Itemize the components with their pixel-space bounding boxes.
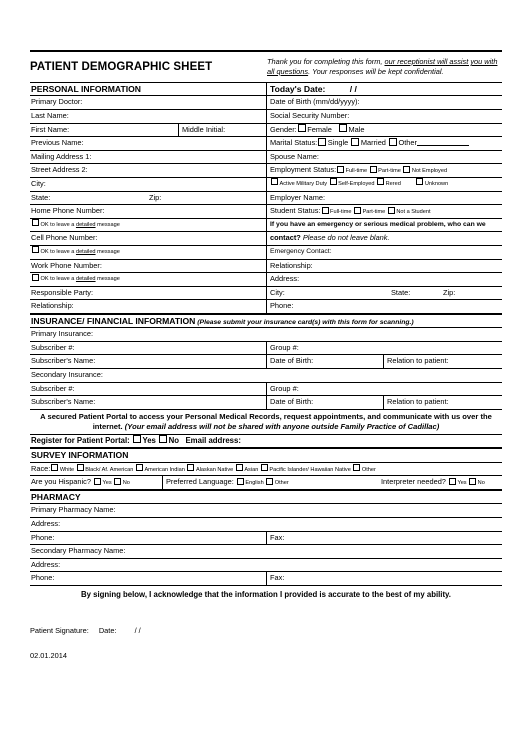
race-option-checkbox[interactable] (261, 464, 268, 471)
form-row (30, 178, 502, 192)
secondary-subscriber-dob-field[interactable]: Date of Birth: (266, 396, 384, 409)
retired-checkbox[interactable] (377, 178, 384, 185)
form-row (30, 369, 502, 383)
form-row (30, 137, 502, 151)
female-label: Female (307, 124, 332, 134)
married-checkbox[interactable] (351, 138, 359, 146)
confidentiality-note (267, 57, 503, 77)
emergency-phone-field[interactable]: Phone: (266, 300, 506, 313)
emergency-state-field[interactable]: State: (391, 287, 411, 297)
spouse-name-field[interactable]: Spouse Name: (266, 151, 506, 164)
insurance-heading (30, 315, 503, 327)
emergency-zip-field[interactable] (432, 287, 503, 300)
pharmacy-heading: PHARMACY (31, 492, 81, 503)
ok-message-text: OK to leave a (40, 248, 76, 255)
interpreter-yes-checkbox[interactable] (449, 478, 456, 485)
marital-label: Marital Status: (270, 138, 318, 148)
form-row (30, 110, 502, 124)
work-phone-field[interactable]: Work Phone Number: (31, 260, 102, 270)
race-option-label: Other (361, 466, 376, 473)
form-row (30, 504, 502, 518)
race-options (50, 467, 376, 473)
form-header (30, 50, 502, 82)
race-option-label: Pacific Islander/ Hawaiian Native (269, 466, 351, 473)
interpreter-no-label: No (477, 480, 485, 487)
cell-phone-message-option (30, 246, 267, 259)
form-row (30, 260, 502, 274)
portal-notice-line-2 (30, 422, 502, 432)
employment-label: Employment Status: (270, 165, 337, 175)
portal-notice-line-1: A secured Patient Portal to access your Personal Medical Records, request appointments, and communicate with us over the (40, 411, 492, 421)
pharmacy-section-header (30, 490, 502, 504)
cell-ok-message-checkbox[interactable] (32, 246, 39, 253)
race-option-label: Alaskan Native (195, 466, 234, 473)
primary-subscriber-name-field[interactable]: Subscriber's Name: (31, 356, 96, 366)
ok-message-text: OK to leave a (40, 276, 76, 283)
primary-pharmacy-phone-field[interactable]: Phone: (31, 532, 55, 542)
primary-pharmacy-fax-field[interactable]: Fax: (266, 532, 506, 545)
form-row (30, 532, 502, 546)
ok-message-detailed: detailed (75, 221, 96, 228)
employment-status-field (266, 164, 506, 177)
hispanic-yes-label: Yes (102, 480, 112, 487)
student-full-time-checkbox[interactable] (322, 207, 329, 214)
ok-message-text: OK to leave a (40, 221, 76, 228)
previous-name-field[interactable]: Previous Name: (31, 138, 84, 148)
married-label: Married (360, 138, 386, 148)
survey-heading: SURVEY INFORMATION (31, 450, 129, 461)
form-row (30, 205, 502, 219)
signature-date-field[interactable]: Date: (98, 626, 117, 635)
hispanic-no-checkbox[interactable] (114, 478, 121, 485)
ok-message-suffix: message (95, 248, 120, 255)
hispanic-label: Are you Hispanic? (31, 477, 91, 487)
race-field (30, 463, 503, 476)
responsible-party-field[interactable]: Responsible Party: (31, 287, 94, 297)
not-employed-checkbox[interactable] (403, 166, 410, 173)
interpreter-no-checkbox[interactable] (469, 478, 476, 485)
hispanic-yes-checkbox[interactable] (94, 478, 101, 485)
personal-section-header (30, 82, 502, 96)
primary-pharmacy-field[interactable]: Primary Pharmacy Name: (31, 505, 116, 515)
race-label: Race: (31, 463, 51, 473)
emergency-zip-label: Zip: (443, 287, 456, 297)
form-row (30, 463, 502, 477)
student-part-time-label: Part-time (362, 209, 386, 216)
form-row (30, 151, 502, 165)
military-checkbox[interactable] (271, 178, 278, 185)
not-student-label: Not a Student (396, 209, 431, 216)
revision-date: 02.01.2014 (30, 651, 67, 660)
form-row (30, 219, 502, 233)
todays-date-field[interactable] (266, 83, 506, 95)
student-full-time-label: Full-time (330, 209, 352, 216)
ok-message-suffix: message (95, 276, 120, 283)
english-label: English (245, 480, 264, 487)
todays-date-label: Today's Date: (270, 84, 326, 94)
home-phone-message-option (30, 219, 267, 232)
portal-yes-label: Yes (142, 435, 156, 445)
interpreter-field (380, 476, 503, 489)
demographic-form (30, 50, 502, 599)
primary-pharmacy-address-field[interactable]: Address: (31, 519, 61, 528)
self-employed-checkbox[interactable] (330, 178, 337, 185)
language-other-label: Other (274, 480, 289, 487)
home-ok-message-checkbox[interactable] (32, 219, 39, 226)
ok-message-suffix: message (95, 221, 120, 228)
form-title: PATIENT DEMOGRAPHIC SHEET (30, 61, 213, 73)
not-employed-label: Not Employed (411, 168, 448, 175)
secondary-pharmacy-address-field[interactable]: Address: (31, 559, 61, 569)
student-label: Student Status: (270, 206, 321, 216)
retired-label: Rered (385, 180, 401, 187)
other-marital-line (417, 138, 469, 146)
portal-registration (30, 435, 503, 448)
full-time-label: Full-time (345, 168, 368, 175)
part-time-label: Part-time (378, 168, 401, 175)
acknowledgement-statement: By signing below, I acknowledge that the information I provided is accurate to the best of my ability. (81, 589, 451, 599)
form-row (30, 164, 502, 178)
male-label: Male (348, 124, 365, 134)
portal-registration-row (30, 435, 502, 449)
work-ok-message-checkbox[interactable] (32, 274, 39, 281)
interpreter-yes-label: Yes (457, 480, 467, 487)
employer-name-field[interactable]: Employer Name: (266, 192, 506, 205)
survey-section-header (30, 448, 502, 462)
form-row (30, 342, 502, 356)
secondary-pharmacy-field[interactable]: Secondary Pharmacy Name: (31, 546, 126, 556)
signature-line (30, 626, 502, 635)
thanks-text-3: . Your responses will be kept confidential. (308, 67, 444, 76)
signature-date-slashes: / / (134, 626, 141, 635)
street-address-2-field[interactable]: Street Address 2: (31, 165, 88, 175)
cell-phone-field[interactable]: Cell Phone Number: (31, 233, 98, 243)
ssn-field[interactable]: Social Security Number: (266, 110, 506, 123)
secondary-relation-field[interactable]: Relation to patient: (383, 396, 503, 409)
race-option-checkbox[interactable] (51, 464, 58, 471)
form-row (30, 572, 502, 586)
portal-register-label: Register for Patient Portal: (31, 435, 130, 445)
form-row (30, 383, 502, 397)
primary-subscriber-dob-field[interactable]: Date of Birth: (266, 355, 384, 368)
secondary-subscriber-number-field[interactable]: Subscriber #: (31, 383, 75, 393)
mailing-address-field[interactable]: Mailing Address 1: (31, 151, 92, 161)
race-option-checkbox[interactable] (353, 464, 360, 471)
marital-status-field (266, 137, 506, 150)
race-option-label: American Indian (144, 466, 185, 473)
portal-yes-checkbox[interactable] (133, 435, 141, 443)
contact-question: contact? (270, 233, 301, 243)
responsible-relationship-field[interactable]: Relationship: (31, 301, 74, 311)
unknown-label: Unknown (424, 180, 449, 187)
military-label: Active Military Duty (279, 180, 328, 187)
form-row (30, 545, 502, 559)
hispanic-field (30, 476, 163, 489)
secondary-group-number-field[interactable]: Group #: (266, 383, 506, 396)
portal-no-label: No (168, 435, 179, 445)
form-row (30, 559, 502, 573)
form-row (30, 124, 502, 138)
emergency-contact-prompt (266, 232, 506, 245)
primary-group-number-field[interactable]: Group #: (266, 342, 506, 355)
primary-relation-field[interactable]: Relation to patient: (383, 355, 503, 368)
personal-heading: PERSONAL INFORMATION (31, 84, 141, 94)
form-row (30, 96, 502, 110)
form-row (30, 396, 502, 410)
form-row (30, 232, 502, 246)
secondary-pharmacy-phone-field[interactable]: Phone: (31, 573, 55, 583)
portal-email-privacy: (Your email address will not be shared with anyone outside Family Practice of Cadillac) (124, 421, 440, 431)
zip-field[interactable]: Zip: (149, 192, 162, 202)
do-not-leave-blank: Please do not leave blank. (300, 233, 390, 243)
race-option-checkbox[interactable] (236, 464, 243, 471)
emergency-relationship-field[interactable]: Relationship: (266, 260, 506, 273)
primary-insurance-field[interactable]: Primary Insurance: (31, 329, 94, 339)
unknown-checkbox[interactable] (416, 178, 423, 185)
emergency-city-field[interactable]: City: (266, 287, 360, 300)
insurance-section-header (30, 314, 502, 328)
middle-initial-field[interactable]: Middle Initial: (178, 124, 267, 137)
student-part-time-checkbox[interactable] (354, 207, 361, 214)
state-field[interactable]: State: (31, 192, 51, 202)
patient-portal-notice (30, 410, 502, 435)
city-field[interactable]: City: (31, 178, 46, 188)
language-other-checkbox[interactable] (266, 478, 273, 485)
form-row (30, 518, 502, 532)
primary-doctor-field[interactable]: Primary Doctor: (31, 97, 83, 107)
emergency-contact-field[interactable]: Emergency Contact: (266, 246, 506, 259)
other-marital-checkbox[interactable] (389, 138, 397, 146)
form-row (30, 192, 502, 206)
student-status-field (266, 205, 506, 218)
secondary-subscriber-name-field[interactable]: Subscriber's Name: (31, 397, 96, 407)
portal-no-checkbox[interactable] (159, 435, 167, 443)
form-row (30, 328, 502, 342)
language-field (162, 476, 378, 489)
male-checkbox[interactable] (339, 124, 347, 132)
form-row (30, 476, 502, 490)
last-name-field[interactable]: Last Name: (31, 110, 69, 120)
patient-signature-field[interactable]: Patient Signature: (30, 626, 89, 635)
portal-email-field[interactable]: Email address: (185, 435, 241, 445)
self-employed-label: Self-Employed (338, 180, 375, 187)
gender-label: Gender: (270, 124, 297, 134)
ok-message-detailed: detailed (75, 276, 96, 283)
part-time-checkbox[interactable] (370, 166, 377, 173)
form-row (30, 246, 502, 260)
race-option-checkbox[interactable] (187, 464, 194, 471)
form-row (30, 287, 502, 301)
race-option-label: Black/ Af. American (85, 466, 134, 473)
english-checkbox[interactable] (237, 478, 244, 485)
ok-message-detailed: detailed (75, 248, 96, 255)
date-slashes: / / (349, 84, 357, 94)
thanks-text-2: our receptionist will assist you with all questions (267, 57, 498, 76)
female-checkbox[interactable] (298, 124, 306, 132)
single-label: Single (327, 138, 349, 148)
not-student-checkbox[interactable] (388, 207, 395, 214)
interpreter-label: Interpreter needed? (381, 477, 446, 487)
other-marital-label: Other (398, 138, 417, 148)
dob-field[interactable]: Date of Birth (mm/dd/yyyy): (266, 96, 506, 109)
thanks-text-1: Thank you for completing this form, (267, 57, 385, 66)
gender-field (266, 124, 506, 137)
race-option-checkbox[interactable] (136, 464, 143, 471)
emergency-address-field[interactable]: Address: (266, 273, 506, 286)
race-option-checkbox[interactable] (77, 464, 84, 471)
insurance-note: (Please submit your insurance card(s) with this form for scanning.) (195, 318, 414, 326)
secondary-pharmacy-fax-field[interactable]: Fax: (266, 572, 506, 585)
first-name-field[interactable]: First Name: (31, 124, 70, 134)
race-option-label: Asian (244, 466, 259, 473)
hispanic-no-label: No (122, 480, 130, 487)
work-phone-message-option (30, 273, 267, 286)
form-row (30, 300, 502, 314)
portal-internet-text: internet. (92, 421, 125, 431)
full-time-checkbox[interactable] (337, 166, 344, 173)
race-option-label: White (59, 466, 75, 473)
employment-more-options (266, 178, 506, 191)
emergency-question: If you have an emergency or serious medical problem, who can we (266, 219, 506, 232)
single-checkbox[interactable] (318, 138, 326, 146)
insurance-title: INSURANCE/ FINANCIAL INFORMATION (31, 315, 196, 326)
secondary-insurance-field[interactable]: Secondary Insurance: (31, 370, 103, 380)
home-phone-field[interactable]: Home Phone Number: (31, 206, 105, 216)
form-row (30, 355, 502, 369)
primary-subscriber-number-field[interactable]: Subscriber #: (31, 342, 75, 352)
language-label: Preferred Language: (166, 477, 234, 487)
form-row (30, 273, 502, 287)
